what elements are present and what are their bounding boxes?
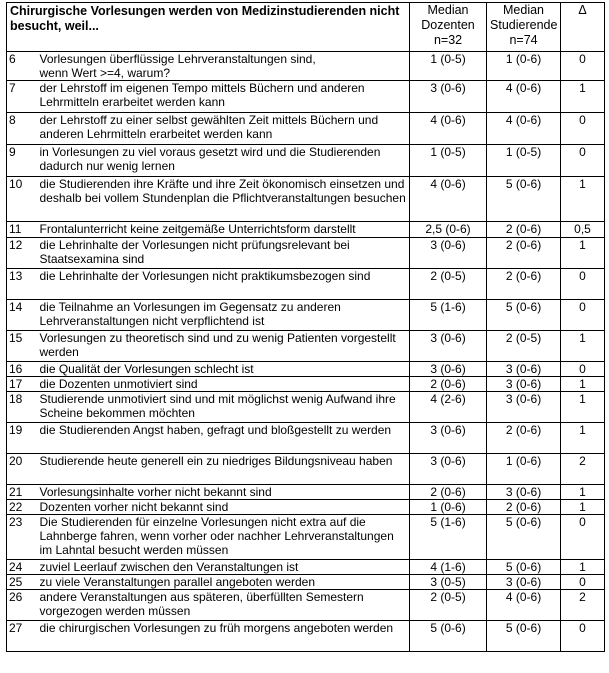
- row-median-dozenten: 3 (0-6): [410, 81, 487, 113]
- table-row: [7, 590, 605, 621]
- row-median-dozenten: 5 (1-6): [410, 515, 487, 560]
- table-row: [7, 485, 605, 500]
- row-number: 12: [7, 238, 36, 269]
- row-number: 16: [7, 362, 36, 377]
- row-median-dozenten: 3 (0-6): [410, 331, 487, 362]
- row-median-dozenten: 2 (0-6): [410, 377, 487, 392]
- row-number: 24: [7, 560, 36, 575]
- row-median-studierende: 5 (0-6): [487, 515, 561, 560]
- row-question-text: Die Studierenden für einzelne Vorlesungen nicht extra auf die Lahnberge fahren, wenn vorher oder nachher Lehrveranstaltungen im Lahntal besucht werden müssen: [36, 515, 410, 560]
- row-median-dozenten: 3 (0-6): [410, 362, 487, 377]
- row-median-studierende: 3 (0-6): [487, 362, 561, 377]
- row-delta: 0: [561, 621, 605, 652]
- row-question-text: Studierende heute generell ein zu niedriges Bildungsniveau haben: [36, 454, 410, 485]
- row-median-studierende: 1 (0-5): [487, 145, 561, 177]
- row-question-text: Vorlesungen überflüssige Lehrveranstaltungen sind, wenn Wert >=4, warum?: [36, 52, 410, 81]
- row-median-dozenten: 2 (0-6): [410, 485, 487, 500]
- row-delta: 0: [561, 300, 605, 331]
- row-delta: 0: [561, 269, 605, 300]
- median-dozenten-header: Median Dozenten n=32: [410, 3, 487, 52]
- delta-header: Δ: [561, 3, 605, 52]
- table-row: [7, 145, 605, 177]
- row-question-text: die Studierenden ihre Kräfte und ihre Zeit ökonomisch einsetzen und deshalb bei vollem Stundenplan die Pflichtveranstaltungen besuchen: [36, 177, 410, 222]
- table-header-row: [7, 3, 605, 52]
- row-number: 7: [7, 81, 36, 113]
- row-delta: 0: [561, 575, 605, 590]
- row-median-dozenten: 3 (0-6): [410, 423, 487, 454]
- row-median-dozenten: 2,5 (0-6): [410, 222, 487, 238]
- row-median-studierende: 5 (0-6): [487, 177, 561, 222]
- row-number: 26: [7, 590, 36, 621]
- table-row: [7, 621, 605, 652]
- row-question-text: die Qualität der Vorlesungen schlecht ist: [36, 362, 410, 377]
- survey-table: [6, 2, 605, 652]
- row-question-text: Studierende unmotiviert sind und mit möglichst wenig Aufwand ihre Scheine bekommen möchten: [36, 392, 410, 423]
- row-delta: 1: [561, 331, 605, 362]
- table-row: [7, 300, 605, 331]
- row-question-text: Vorlesungsinhalte vorher nicht bekannt sind: [36, 485, 410, 500]
- table-row: [7, 392, 605, 423]
- table-row: [7, 269, 605, 300]
- row-question-text: Frontalunterricht keine zeitgemäße Unterrichtsform darstellt: [36, 222, 410, 238]
- table-row: [7, 423, 605, 454]
- row-median-dozenten: 1 (0-6): [410, 500, 487, 515]
- row-number: 25: [7, 575, 36, 590]
- row-delta: 1: [561, 238, 605, 269]
- row-delta: 1: [561, 377, 605, 392]
- row-delta: 1: [561, 485, 605, 500]
- table-row: [7, 222, 605, 238]
- row-number: 11: [7, 222, 36, 238]
- row-number: 10: [7, 177, 36, 222]
- row-median-studierende: 3 (0-6): [487, 377, 561, 392]
- row-median-studierende: 5 (0-6): [487, 560, 561, 575]
- row-delta: 1: [561, 560, 605, 575]
- row-median-dozenten: 3 (0-5): [410, 575, 487, 590]
- row-question-text: die Lehrinhalte der Vorlesungen nicht prüfungsrelevant bei Staatsexamina sind: [36, 238, 410, 269]
- row-median-dozenten: 3 (0-6): [410, 454, 487, 485]
- row-number: 6: [7, 52, 36, 81]
- row-median-studierende: 4 (0-6): [487, 113, 561, 145]
- table-row: [7, 515, 605, 560]
- row-delta: 1: [561, 392, 605, 423]
- table-row: [7, 362, 605, 377]
- row-number: 8: [7, 113, 36, 145]
- row-median-studierende: 5 (0-6): [487, 300, 561, 331]
- row-question-text: Vorlesungen zu theoretisch sind und zu wenig Patienten vorgestellt werden: [36, 331, 410, 362]
- row-question-text: die Studierenden Angst haben, gefragt und bloßgestellt zu werden: [36, 423, 410, 454]
- row-median-dozenten: 3 (0-6): [410, 238, 487, 269]
- row-median-dozenten: 5 (1-6): [410, 300, 487, 331]
- table-row: [7, 377, 605, 392]
- row-median-studierende: 2 (0-6): [487, 269, 561, 300]
- row-number: 19: [7, 423, 36, 454]
- row-number: 17: [7, 377, 36, 392]
- row-question-text: andere Veranstaltungen aus späteren, überfüllten Semestern vorgezogen werden müssen: [36, 590, 410, 621]
- table-row: [7, 454, 605, 485]
- row-delta: 0,5: [561, 222, 605, 238]
- row-median-studierende: 3 (0-6): [487, 392, 561, 423]
- row-question-text: der Lehrstoff zu einer selbst gewählten Zeit mittels Büchern und anderen Lehrmitteln erarbeitet werden kann: [36, 113, 410, 145]
- row-question-text: Dozenten vorher nicht bekannt sind: [36, 500, 410, 515]
- row-median-studierende: 2 (0-6): [487, 500, 561, 515]
- row-delta: 0: [561, 113, 605, 145]
- row-delta: 0: [561, 515, 605, 560]
- row-delta: 0: [561, 362, 605, 377]
- row-delta: 0: [561, 145, 605, 177]
- row-delta: 1: [561, 500, 605, 515]
- table-row: [7, 52, 605, 81]
- row-median-studierende: 2 (0-6): [487, 423, 561, 454]
- row-median-studierende: 3 (0-6): [487, 575, 561, 590]
- row-median-dozenten: 1 (0-5): [410, 52, 487, 81]
- median-studierende-header: Median Studierende n=74: [487, 3, 561, 52]
- table-row: [7, 81, 605, 113]
- row-number: 13: [7, 269, 36, 300]
- row-number: 9: [7, 145, 36, 177]
- question-header: Chirurgische Vorlesungen werden von Medizinstudierenden nicht besucht, weil...: [7, 3, 410, 52]
- row-median-dozenten: 4 (1-6): [410, 560, 487, 575]
- row-median-dozenten: 4 (0-6): [410, 177, 487, 222]
- row-median-studierende: 4 (0-6): [487, 590, 561, 621]
- row-question-text: in Vorlesungen zu viel voraus gesetzt wird und die Studierenden dadurch nur wenig lernen: [36, 145, 410, 177]
- row-number: 23: [7, 515, 36, 560]
- row-number: 20: [7, 454, 36, 485]
- row-delta: 0: [561, 52, 605, 81]
- row-number: 14: [7, 300, 36, 331]
- row-delta: 1: [561, 423, 605, 454]
- row-number: 27: [7, 621, 36, 652]
- row-delta: 1: [561, 177, 605, 222]
- row-median-dozenten: 2 (0-5): [410, 269, 487, 300]
- row-delta: 1: [561, 81, 605, 113]
- table-row: [7, 177, 605, 222]
- table-row: [7, 113, 605, 145]
- row-median-dozenten: 4 (0-6): [410, 113, 487, 145]
- table-row: [7, 331, 605, 362]
- row-median-dozenten: 1 (0-5): [410, 145, 487, 177]
- row-median-studierende: 4 (0-6): [487, 81, 561, 113]
- row-question-text: zuviel Leerlauf zwischen den Veranstaltungen ist: [36, 560, 410, 575]
- row-median-studierende: 1 (0-6): [487, 454, 561, 485]
- row-median-dozenten: 5 (0-6): [410, 621, 487, 652]
- row-median-studierende: 2 (0-6): [487, 238, 561, 269]
- row-median-studierende: 2 (0-5): [487, 331, 561, 362]
- table-row: [7, 238, 605, 269]
- row-median-dozenten: 4 (2-6): [410, 392, 487, 423]
- row-median-studierende: 1 (0-6): [487, 52, 561, 81]
- row-question-text: der Lehrstoff im eigenen Tempo mittels Büchern und anderen Lehrmitteln erarbeitet werden kann: [36, 81, 410, 113]
- row-question-text: zu viele Veranstaltungen parallel angeboten werden: [36, 575, 410, 590]
- table-row: [7, 575, 605, 590]
- row-delta: 2: [561, 590, 605, 621]
- row-median-studierende: 3 (0-6): [487, 485, 561, 500]
- row-median-studierende: 5 (0-6): [487, 621, 561, 652]
- row-question-text: die chirurgischen Vorlesungen zu früh morgens angeboten werden: [36, 621, 410, 652]
- row-question-text: die Lehrinhalte der Vorlesungen nicht praktikumsbezogen sind: [36, 269, 410, 300]
- row-question-text: die Dozenten unmotiviert sind: [36, 377, 410, 392]
- row-delta: 2: [561, 454, 605, 485]
- table-row: [7, 500, 605, 515]
- row-number: 15: [7, 331, 36, 362]
- row-question-text: die Teilnahme an Vorlesungen im Gegensatz zu anderen Lehrveranstaltungen nicht verpflichtend ist: [36, 300, 410, 331]
- row-number: 22: [7, 500, 36, 515]
- row-median-dozenten: 2 (0-5): [410, 590, 487, 621]
- table-row: [7, 560, 605, 575]
- row-median-studierende: 2 (0-6): [487, 222, 561, 238]
- row-number: 18: [7, 392, 36, 423]
- row-number: 21: [7, 485, 36, 500]
